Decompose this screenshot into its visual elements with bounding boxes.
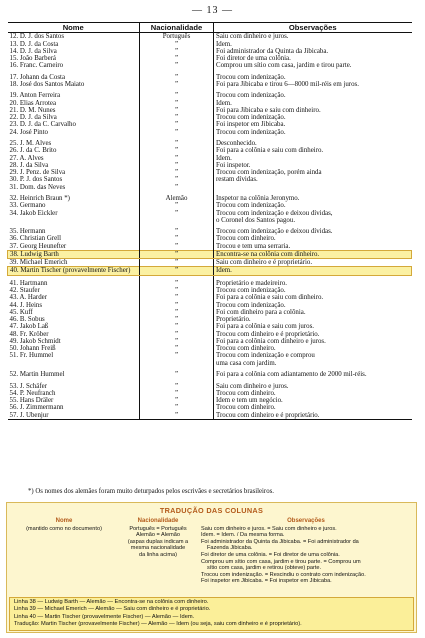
translation-col-nationality: [118, 518, 198, 559]
row-notes: Trocou com dinheiro.: [216, 235, 276, 243]
row-name: 32. Heinrich Braun *): [9, 195, 70, 202]
row-name: 40. Martin Tischer (provavelmente Fischer): [8, 267, 140, 275]
table-row: [8, 169, 412, 176]
table-row: [8, 140, 412, 147]
row-notes: Saiu com dinheiro e é proprietário.: [216, 259, 313, 267]
row-nationality: ”: [140, 121, 214, 128]
row-nationality: ”: [140, 390, 214, 397]
row-notes: Trocou com dinheiro.: [216, 389, 276, 397]
row-name: 30. P. J. dos Santos: [9, 176, 63, 184]
row-notes: Foi para Jibicaba e saiu com dinheiro.: [216, 106, 321, 114]
translation-notes-line: Fazenda Jibicaba.: [207, 545, 253, 552]
row-nationality: ”: [140, 48, 214, 55]
row-name: 28. J. da Silva: [9, 161, 49, 169]
row-notes: Trocou com dinheiro.: [216, 345, 276, 353]
row-nationality: ”: [140, 352, 214, 359]
translation-nationality-line: mesma nacionalidade: [130, 545, 186, 552]
table-row: [8, 235, 412, 242]
row-name: 45. Kuff: [9, 308, 33, 316]
row-notes: Foi para a colônia e saiu com juros.: [216, 323, 314, 331]
row-nationality: ”: [140, 302, 214, 309]
table-row: [8, 210, 412, 217]
row-notes: Foi para a colônia e saiu com dinheiro.: [216, 294, 324, 302]
row-name: 34. Jakob Eickler: [9, 209, 58, 217]
row-name: 25. J. M. Alves: [9, 140, 52, 148]
highlighted-line: Linha 40 — Martin Tischer (provavelmente Fischer) — Alemão — Idem.: [14, 613, 195, 620]
row-notes: Foi para a colônia com adiantamento de 2000 mil-réis.: [216, 371, 367, 379]
row-name: 39. Michael Emerich: [9, 259, 68, 267]
row-name: 57. J. Ubenjur: [8, 412, 140, 420]
row-name: 16. Franc. Carneiro: [9, 62, 64, 70]
row-notes: Trocou com dinheiro e é proprietário.: [216, 330, 320, 338]
row-name: 47. Jakob Laß: [9, 323, 49, 331]
row-notes: Trocou com dinheiro.: [216, 404, 276, 412]
row-nationality: ”: [140, 62, 214, 69]
row-nationality: [140, 360, 214, 367]
row-nationality: [140, 217, 214, 224]
row-name: 54. P. Neufranch: [9, 389, 56, 397]
table-row: [8, 202, 412, 209]
row-name: 13. D. J. da Costa: [9, 40, 59, 48]
row-name: 51. Fr. Hummel: [9, 352, 54, 360]
row-notes: uma casa com jardim.: [216, 359, 277, 367]
row-nationality: ”: [140, 129, 214, 136]
row-nationality: ”: [140, 147, 214, 154]
row-name: 35. Hermann: [9, 228, 46, 236]
row-nationality: ”: [140, 235, 214, 242]
row-nationality: ”: [140, 280, 214, 287]
row-nationality: ”: [140, 316, 214, 323]
row-name: 46. B. Sobus: [9, 316, 45, 324]
footnote: *) Os nomes dos alemães foram muito deturpados pelos escrivães e secretários brasileiros.: [28, 488, 274, 495]
row-nationality: ”: [140, 250, 214, 258]
table-row: [8, 155, 412, 162]
row-name: 38. Ludwig Barth: [8, 250, 140, 258]
highlighted-lines-box: [9, 597, 414, 631]
page-number: — 13 —: [192, 5, 233, 16]
row-notes: Proprietário.: [216, 316, 251, 324]
row-name: 26. J. da C. Brito: [9, 147, 57, 155]
table-row: [8, 302, 412, 309]
translation-col-notes: [201, 518, 411, 585]
table-row: [8, 280, 412, 287]
row-name: 12. D. J. dos Santos: [9, 33, 65, 41]
translation-nationality-line: (aspas duplas indicam a: [127, 538, 189, 545]
row-name: 44. J. Heins: [9, 301, 43, 309]
row-notes: Trocou com indenização.: [216, 73, 286, 81]
row-name: 14. D. J. da Silva: [9, 47, 57, 55]
table-row: [8, 371, 412, 378]
row-nationality: Português: [140, 33, 214, 41]
table-row: [8, 397, 412, 404]
row-notes: Saiu com dinheiro e juros.: [216, 33, 289, 41]
row-notes: Trocou e tem uma serraria.: [216, 242, 291, 250]
translation-col-name: [11, 518, 117, 532]
table-row: [8, 390, 412, 397]
table-row: [8, 162, 412, 169]
row-nationality: ”: [140, 162, 214, 169]
table-row: [8, 55, 412, 62]
row-notes: Idem e tem um negócio.: [216, 397, 283, 404]
row-name: 52. Martin Hummel: [9, 371, 65, 379]
table-row: [8, 250, 412, 258]
row-nationality: ”: [140, 81, 214, 88]
row-name: 24. José Pinto: [9, 128, 48, 136]
row-nationality: ”: [140, 345, 214, 352]
row-nationality: ”: [140, 259, 214, 267]
row-nationality: ”: [140, 412, 214, 420]
header-name: Nome: [8, 23, 140, 33]
translation-notes-line: Foi administrador da Quinta da Jibicaba. = Foi administrador da: [201, 538, 359, 545]
row-notes: Idem.: [214, 267, 412, 275]
table-row: [8, 62, 412, 69]
row-notes: Foi inspetor.: [216, 161, 251, 169]
row-nationality: ”: [140, 155, 214, 162]
row-notes: [214, 184, 412, 191]
table-row: [8, 121, 412, 128]
table-row: [8, 383, 412, 390]
colonists-table: [7, 22, 412, 420]
row-notes: Trocou com indenização e deixou dívidas,: [216, 209, 333, 217]
row-nationality: ”: [140, 140, 214, 147]
row-notes: Trocou com indenização.: [216, 92, 286, 100]
row-notes: Saiu com dinheiro e juros.: [216, 382, 289, 390]
translation-col-nationality-head: Nacionalidade: [137, 518, 179, 524]
header-nationality: Nacionalidade: [140, 23, 214, 33]
row-notes: Inspetor na colônia Jeronymo.: [216, 195, 300, 202]
row-nationality: ”: [140, 287, 214, 294]
row-name: 37. Georg Heunefter: [9, 242, 67, 250]
row-nationality: ”: [140, 331, 214, 338]
row-nationality: ”: [140, 107, 214, 114]
table-row: [8, 74, 412, 81]
row-name: [8, 360, 140, 367]
row-nationality: ”: [140, 176, 214, 183]
table-row: [8, 404, 412, 411]
row-notes: Trocou com indenização.: [216, 114, 286, 122]
row-nationality: ”: [140, 371, 214, 378]
row-notes: Trocou com indenização.: [216, 128, 286, 136]
row-nationality: Alemão: [140, 195, 214, 202]
row-name: 48. Fr. Kröber: [9, 330, 49, 338]
row-notes: Foi inspetor em Jibicaba.: [216, 121, 286, 129]
row-notes: restam dívidas.: [216, 176, 258, 184]
row-nationality: ”: [140, 323, 214, 330]
table-row: [8, 323, 412, 330]
row-name: 29. J. Penz. de Silva: [9, 169, 66, 177]
table-row: [8, 92, 412, 99]
translation-col-name-head: Nome: [55, 518, 73, 524]
row-notes: Comprou um sítio com casa, jardim e tirou parte.: [216, 62, 352, 70]
table-row: [8, 287, 412, 294]
translation-notes-line: Comprou um sítio com casa, jardim e tirou parte. = Comprou um: [201, 558, 361, 565]
row-nationality: ”: [140, 55, 214, 62]
row-notes: Trocou com indenização.: [216, 301, 286, 309]
row-name: 36. Christian Grell: [9, 235, 61, 243]
row-name: 31. Dom. das Neves: [9, 183, 66, 191]
translation-box: [6, 502, 417, 633]
row-name: 56. J. Zimmermann: [9, 404, 64, 412]
table-row: [8, 176, 412, 183]
row-notes: Foi com dinheiro para a colônia.: [216, 308, 306, 316]
table-row: [8, 41, 412, 48]
row-name: 53. J. Schäfer: [9, 382, 48, 390]
row-nationality: ”: [140, 243, 214, 251]
row-name: 19. Anton Ferreira: [9, 92, 61, 100]
row-nationality: ”: [140, 169, 214, 176]
row-notes: Desconhecido.: [216, 140, 257, 148]
header-notes: Observações: [214, 23, 412, 33]
row-notes: Foi diretor de uma colônia.: [216, 55, 291, 62]
row-name: 33. Germano: [9, 202, 46, 210]
row-name: 15. João Barberá: [9, 55, 56, 62]
row-notes: o Coronel dos Santos pagou.: [216, 216, 296, 224]
row-nationality: ”: [140, 210, 214, 217]
table-row: [8, 360, 412, 367]
row-notes: Proprietário e madeireiro.: [216, 279, 287, 287]
row-nationality: ”: [140, 100, 214, 107]
row-name: 27. A. Alves: [9, 154, 44, 162]
translation-notes-line: sítio com casa, jardim e retirou (obteve) parte.: [207, 565, 322, 572]
row-nationality: ”: [140, 184, 214, 191]
row-name: 23. D. J. da C. Carvalho: [9, 121, 76, 129]
translation-notes-line: Idem. = Idem. / Da mesma forma.: [201, 532, 285, 539]
row-name: 17. Johann da Costa: [9, 73, 66, 81]
row-notes: Foi para Jibicaba e tirou 6—8000 mil-réis em juros.: [216, 80, 359, 88]
table-row: [8, 412, 412, 420]
row-name: 49. Jakob Schmidt: [9, 337, 61, 345]
row-nationality: ”: [140, 397, 214, 404]
row-notes: Foi para a colônia e saiu com dinheiro.: [216, 147, 324, 155]
translation-col-notes-head: Observações: [287, 518, 325, 524]
table-header-row: [8, 23, 412, 33]
translation-notes-line: Saiu com dinheiro e juros. = Saiu com dinheiro e juros.: [201, 525, 337, 532]
row-nationality: ”: [140, 338, 214, 345]
row-name: 43. A. Harder: [9, 294, 48, 302]
table-row: [8, 217, 412, 224]
translation-name-line: (mantido como no documento): [26, 525, 102, 532]
row-notes: Trocou com indenização e deixou dívidas.: [216, 228, 333, 236]
translation-notes-line: Foi inspetor em Jibicaba. = Foi inspetor em Jibicaba.: [201, 578, 332, 585]
table-row: [8, 100, 412, 107]
translation-notes-line: Trocou com indenização. = Rescindiu o contrato com indenização.: [201, 571, 366, 578]
row-nationality: ”: [140, 294, 214, 301]
table-row: [8, 352, 412, 359]
row-nationality: ”: [140, 383, 214, 390]
row-nationality: ”: [140, 228, 214, 235]
row-notes: Trocou com indenização, porém ainda: [216, 169, 322, 177]
table-row: [8, 81, 412, 88]
row-nationality: ”: [140, 404, 214, 411]
row-notes: Idem.: [216, 154, 232, 162]
row-name: 42. Staufer: [9, 287, 40, 295]
table-row: [8, 147, 412, 154]
table-row: [8, 309, 412, 316]
translation-nationality-line: Alemão = Alemão: [136, 532, 180, 539]
table-row: [8, 107, 412, 114]
row-nationality: ”: [140, 202, 214, 209]
row-name: 18. José dos Santos Maiato: [9, 80, 85, 88]
highlighted-line: Linha 39 — Michael Emerich — Alemão — Saiu com dinheiro e é proprietário.: [14, 606, 211, 613]
row-notes: Trocou com indenização.: [216, 202, 286, 210]
table-row: [8, 294, 412, 301]
row-name: 55. Hans Dräler: [9, 397, 54, 404]
row-nationality: ”: [140, 41, 214, 48]
row-name: 50. Johann Freiß: [9, 345, 56, 353]
row-name: 20. Elias Arrotea: [9, 99, 56, 107]
row-notes: Trocou com dinheiro e é proprietário.: [214, 412, 412, 420]
row-nationality: ”: [140, 92, 214, 99]
translation-nationality-line: da linha acima): [139, 551, 177, 558]
highlighted-line: Tradução: Martin Tischer (provavelmente Fischer) — Alemão — Idem (ou seja, saiu com dinheiro e é proprietário).: [14, 620, 302, 627]
table-row: [8, 243, 412, 251]
table-row: [8, 331, 412, 338]
row-name: 22. D. J. da Silva: [9, 114, 57, 122]
table-row: [8, 33, 412, 41]
translation-notes-line: Foi diretor de uma colônia. = Foi diretor de uma colônia.: [201, 551, 340, 558]
row-nationality: ”: [140, 114, 214, 121]
row-nationality: ”: [140, 74, 214, 81]
translation-title: TRADUÇÃO DAS COLUNAS: [159, 506, 264, 515]
row-notes: Idem.: [216, 99, 232, 107]
row-notes: Trocou com indenização e comprou: [216, 352, 315, 360]
table-row: [8, 184, 412, 191]
row-notes: Idem.: [216, 40, 232, 48]
table-row: [8, 228, 412, 235]
row-notes: Foi administrador da Quinta da Jibicaba.: [216, 47, 329, 55]
row-name: 21. D. M. Nunes: [9, 106, 56, 114]
row-name: [8, 217, 140, 224]
table-row: [8, 316, 412, 323]
table-row: [8, 267, 412, 275]
table-row: [8, 338, 412, 345]
highlighted-line: Linha 38 — Ludwig Barth — Alemão — Encontra-se na colônia com dinheiro.: [14, 599, 209, 605]
table-row: [8, 129, 412, 136]
row-name: 41. Hartmann: [9, 279, 48, 287]
table-row: [8, 195, 412, 202]
table-row: [8, 259, 412, 267]
row-nationality: ”: [140, 309, 214, 316]
row-notes: Foi para a colônia com dinheiro e juros.: [216, 337, 326, 345]
table-row: [8, 345, 412, 352]
row-nationality: ”: [140, 267, 214, 275]
translation-nationality-line: Português = Português: [129, 525, 187, 532]
row-notes: Encontra-se na colônia com dinheiro.: [214, 250, 412, 258]
row-notes: Trocou com indenização.: [216, 287, 286, 295]
table-row: [8, 114, 412, 121]
table-row: [8, 48, 412, 55]
